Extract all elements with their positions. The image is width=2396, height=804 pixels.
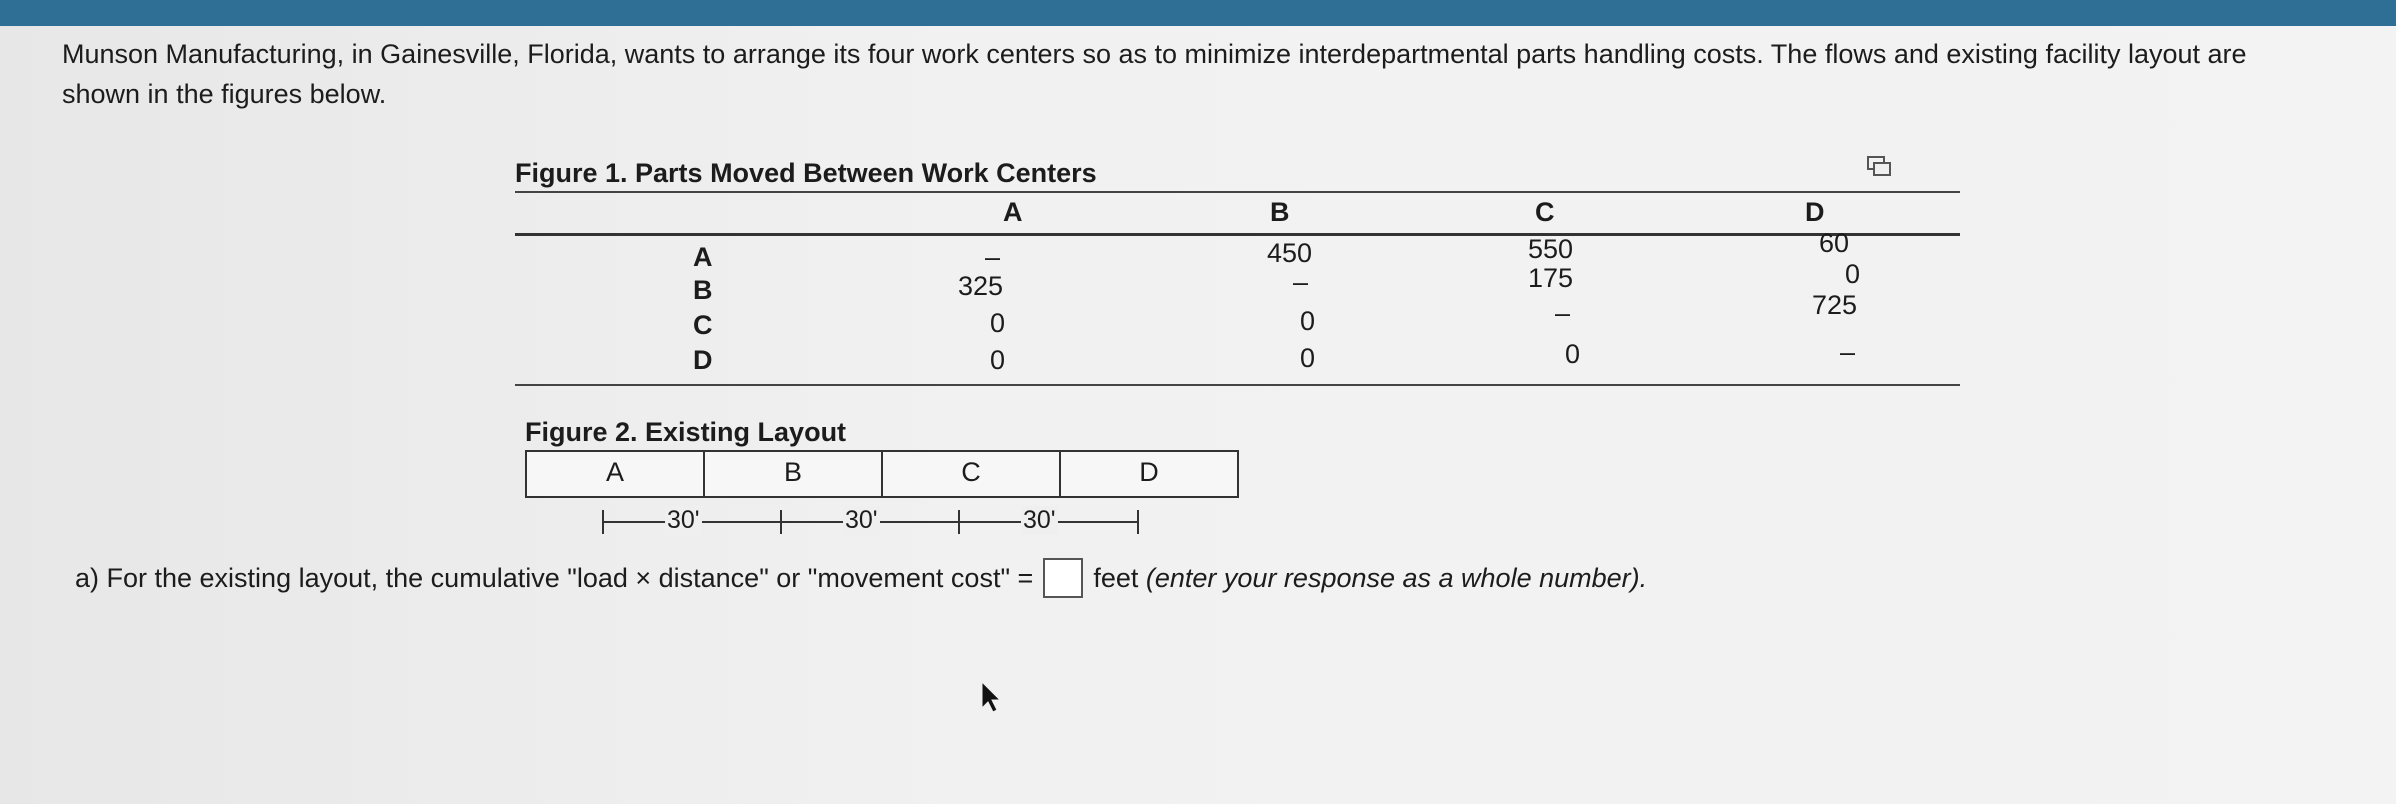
row-label-a: A <box>693 242 713 272</box>
answer-input[interactable] <box>1043 558 1083 598</box>
cell-b-a: 325 <box>958 271 1004 301</box>
cell-c-a: 0 <box>990 308 1006 338</box>
browser-top-bar <box>0 0 2396 26</box>
copy-table-icon[interactable] <box>1866 155 1892 177</box>
col-header-d: D <box>1805 197 1825 227</box>
distance-label-ab: 30' <box>667 506 700 534</box>
question-a <box>75 558 1647 598</box>
row-label-c: C <box>693 310 713 340</box>
figure-1-table <box>515 155 1960 386</box>
row-label-d: D <box>693 345 713 375</box>
cell-d-a: 0 <box>990 345 1006 375</box>
tick-b <box>780 510 782 534</box>
layout-cell-b: B <box>705 452 883 496</box>
cell-c-c: – <box>1555 298 1571 328</box>
mouse-pointer-icon <box>980 680 1002 714</box>
table-body <box>515 228 1960 384</box>
figure-2-title: Figure 2. Existing Layout <box>525 417 847 447</box>
tick-d <box>1137 510 1139 534</box>
distance-label-bc: 30' <box>845 506 878 534</box>
cell-d-c: 0 <box>1565 339 1581 369</box>
table-row-c <box>515 290 1960 347</box>
question-prefix: a) For the existing layout, the cumulative "load × distance" or "movement cost" = <box>75 562 1034 593</box>
cell-b-d: 0 <box>1845 259 1861 289</box>
layout-cell-a: A <box>527 452 705 496</box>
cell-b-b: – <box>1293 267 1309 297</box>
cell-a-d: 60 <box>1819 228 1850 258</box>
question-unit: feet <box>1093 562 1139 593</box>
question-note: (enter your response as a whole number). <box>1145 562 1648 593</box>
figure-2-layout <box>525 414 1239 540</box>
problem-intro: Munson Manufacturing, in Gainesville, Florida, wants to arrange its four work centers so as to minimize interdepartmental parts handling costs. The flows and existing facility layout are shown in the figures below. <box>62 39 2247 109</box>
cell-a-a: – <box>985 242 1001 272</box>
col-header-c: C <box>1535 197 1555 227</box>
table-header-row <box>515 193 1960 233</box>
distance-scale <box>525 504 1235 540</box>
table-row-d <box>515 337 1960 384</box>
distance-label-cd: 30' <box>1023 506 1056 534</box>
col-header-a: A <box>1003 197 1023 227</box>
table-row-b <box>515 259 1960 310</box>
layout-cell-d: D <box>1139 457 1159 487</box>
cell-d-d: – <box>1840 337 1856 367</box>
row-label-b: B <box>693 275 713 305</box>
col-header-b: B <box>1270 197 1290 227</box>
cell-c-b: 0 <box>1300 306 1316 336</box>
tick-c <box>958 510 960 534</box>
cell-d-b: 0 <box>1300 343 1316 373</box>
table-row-a <box>515 228 1960 273</box>
cell-a-b: 450 <box>1267 238 1313 268</box>
cell-a-c: 550 <box>1528 234 1574 264</box>
layout-cell-c: C <box>883 452 1061 496</box>
existing-layout-diagram <box>525 450 1239 498</box>
cell-c-d: 725 <box>1812 290 1858 320</box>
table-bottom-rule <box>515 384 1960 386</box>
tick-a <box>602 510 604 534</box>
figure-1-title: Figure 1. Parts Moved Between Work Centers <box>515 158 1097 188</box>
cell-b-c: 175 <box>1528 263 1574 293</box>
